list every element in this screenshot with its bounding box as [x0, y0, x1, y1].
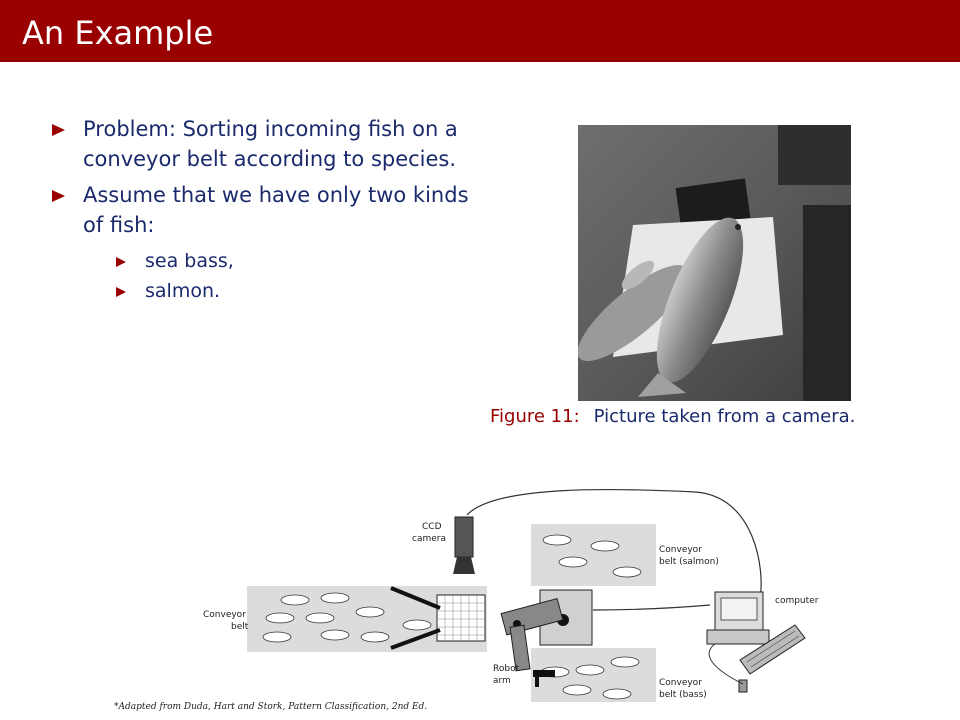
bullet-text: Assume that we have only two kinds of fish: [83, 183, 469, 237]
conveyor-belt-left-label-line2: belt [231, 622, 249, 632]
bullet-item [48, 114, 478, 174]
ccd-camera-label-line2: camera [412, 534, 446, 544]
computer-icon [707, 592, 805, 692]
robot-arm-label-line1: Robot [493, 664, 520, 674]
ccd-camera-icon [455, 517, 473, 557]
sub-bullet-arrow-icon [116, 287, 126, 297]
bullet-arrow-icon [52, 124, 65, 136]
sub-bullet-text: salmon. [145, 280, 221, 302]
conveyor-belt-salmon-label-line1: Conveyor [659, 545, 702, 555]
ccd-camera-label-line1: CCD [422, 522, 442, 532]
figure-caption [490, 406, 890, 428]
sub-bullet-item [48, 276, 478, 306]
figure-caption-text: Picture taken from a camera. [593, 406, 856, 427]
slide-title: An Example [22, 14, 214, 52]
bullet-list [48, 114, 478, 306]
sorting-system-diagram [195, 480, 835, 705]
conveyor-belt-left-label-line1: Conveyor [203, 610, 246, 620]
conveyor-belt-salmon [531, 524, 656, 586]
robot-arm-label-line2: arm [493, 676, 511, 686]
sub-bullet-arrow-icon [116, 257, 126, 267]
title-bar [0, 0, 960, 62]
bullet-arrow-icon [52, 190, 65, 202]
source-credit: *Adapted from Duda, Hart and Stork, Pattern Classification, 2nd Ed. [114, 702, 428, 712]
conveyor-belt-bass-label-line2: belt (bass) [659, 690, 707, 700]
sub-bullet-item [48, 246, 478, 276]
computer-label: computer [775, 596, 819, 606]
fish-photo [578, 125, 851, 401]
bullet-text: Problem: Sorting incoming fish on a conveyor belt according to species. [83, 117, 458, 171]
figure-label: Figure 11: [490, 406, 580, 427]
conveyor-belt-bass-label-line1: Conveyor [659, 678, 702, 688]
sub-bullet-text: sea bass, [145, 250, 234, 272]
conveyor-belt-salmon-label-line2: belt (salmon) [659, 557, 719, 567]
bullet-item [48, 180, 478, 240]
